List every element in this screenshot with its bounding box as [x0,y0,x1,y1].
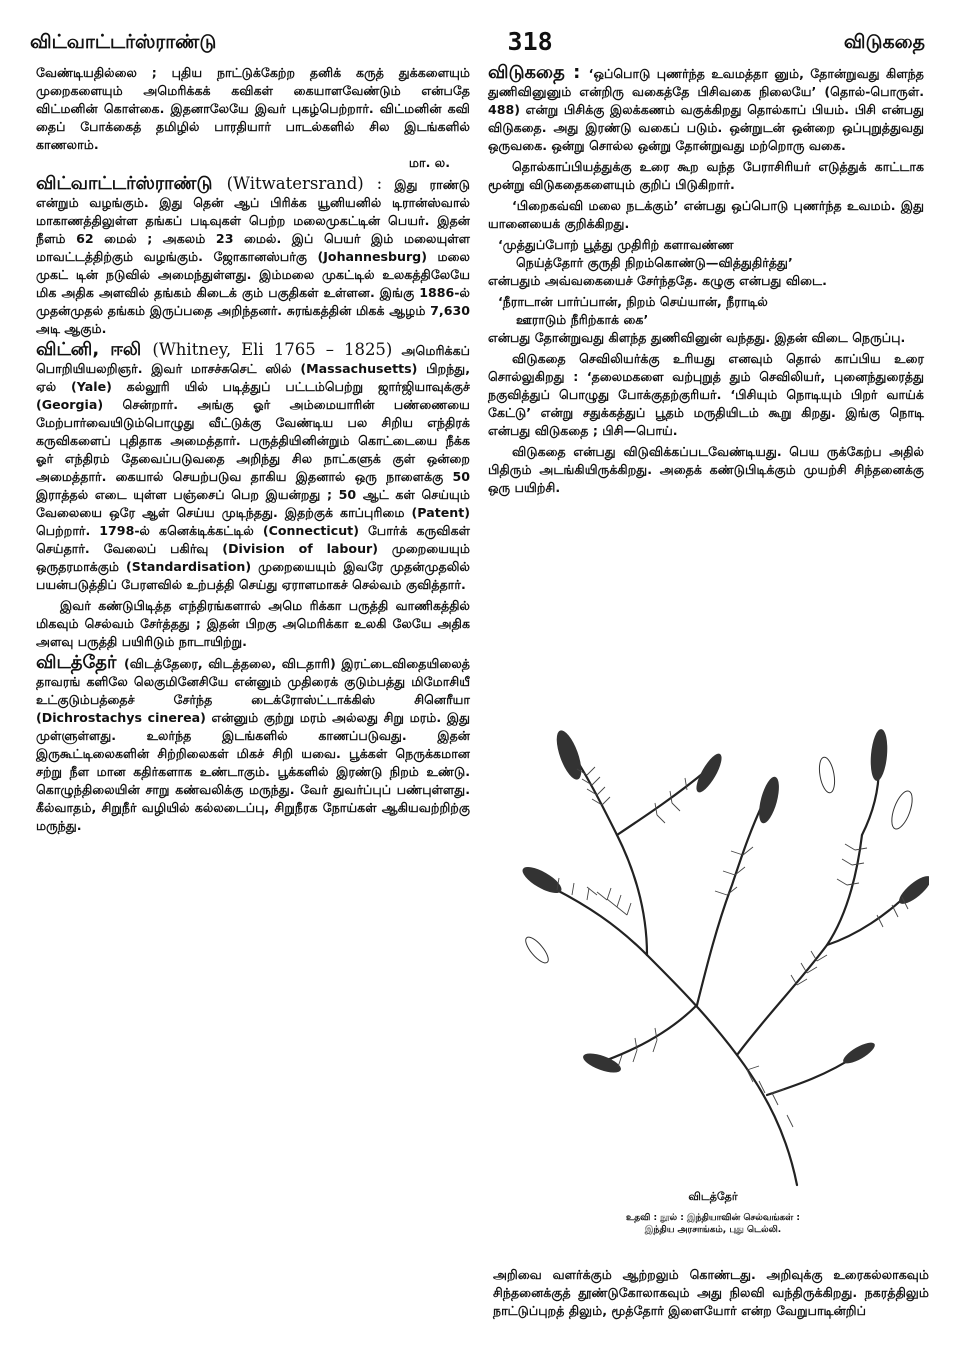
paragraph-text: அமெரிக்கப் பொறியியலறிஞர். இவர் மாசச்சுசெட் ஸில் (Massachusetts) பிறந்து, ஏல் (Yale) கல்லூரி யில் படித்துப் பட்டம்பெற்று ஜார்ஜியாவுக்குச் (Georgia) சென்றார். அங்கு ஓர் அம்மையாரின் பண்ணையை மேற்பார்வையிடும்பொழுது வீட்டுக்கு வேண்டிய பல சிறிய எந்திரக் கருவிகளைப் புதிதாக அமைத்தார். பருத்தியினின்றும் கொட்டையை நீக்க ஓர் எந்திரம் தேவைப்படுவதை அறிந்து சில நாட்களுக் குள் ஒன்றை அமைத்தார். கையால் செயற்படுவ தாகிய இதனால் ஒரு நாளைக்கு 50 இராத்தல் எடை யுள்ள பஞ்சைப் பெற இயன்றது ; 50 ஆட் கள் செய்யும் வேலையை ஒரே ஆள் செய்ய முடிந்தது. இதற்குக் காப்புரிமை (Patent) பெற்றார். 1798-ல் கனெக்டிக்கட்டில் (Connecticut) போர்க் கருவிகள் செய்தார். வேலைப் பகிர்வு (Division of labour) முறையையும் ஒருதரமாக்கும் (Standardisation) முறையையும் இவரே முதன்முதலில் பயன்படுத்திப் பேரளவில் உற்பத்தி செய்து ஏராளமாகச் செல்வம் குவித்தார். [36,343,471,592]
entry-title: விடத்தேர் [36,652,117,673]
entry-title-english: (Whitney, Eli 1765 – 1825) [152,340,393,359]
verse-quote [488,293,924,347]
entry-title: விட்னி, ஈலி [36,339,142,360]
entry-whitney [36,341,470,594]
paragraph-text: (விடத்தேரை, விடத்தலை, விடதாரி) இரட்டைவிதையிலைத் தாவரங் களிலே லெகுமினேசியே என்னும் முதிரைக் குடும்பத்து மிமோசியீ உட்குடும்பத்தைச் சேர்ந்த டைக்ரோஸ்ட்டாக்கிஸ் சினெரீயா (Dichrostachys cinerea) என்னும் குற்று மரம் அல்லது சிறு மரம். இது முள்ளுள்ளது. உலர்ந்த இடங்களில் காணப்படுவது. இதன் இருகூட்டிலைகளின் சிற்றிலைகள் மிகச் சிறி யவை. பூக்கள் நெருக்கமான சற்று நீள மான கதிர்களாக உண்டாகும். பூக்களில் இரண்டு நிறம் உண்டு. கொழுந்திலையின் சாறு கண்வலிக்கு மருந்து. வேர் துவர்ப்புப் பண்புள்ளது. கீல்வாதம், சிறுநீர் வழியில் கல்லடைப்பு, சிறுநீரக நோய்கள் ஆகியவற்றிற்கு மருந்து. [36,656,470,833]
entry-title: விட்வாட்டர்ஸ்ராண்டு [36,173,213,194]
paragraph-text: என்பதும் அவ்வகையைச் சேர்ந்ததே. கழுகு என்பது விடை. [488,273,827,288]
paragraph: ‘பிறைகவ்வி மலை நடக்கும்’ என்பது ஒப்பொடு புணர்ந்த உவமம். இது யானையைக் குறிக்கிறது. [488,198,924,231]
paragraph-text: இது ராண்டு என்றும் வழங்கும். இது தென் ஆப் பிரிக்க யூனியனில் டிரான்ஸ்வால் மாகாணத்திலுள்ள தங்கப் படிவுகள் பெற்ற மலைமுகட்டின் பெயர். இதன் நீளம் 62 மைல் ; அகலம் 23 மைல். இப் பெயர் இம் மலையுள்ள மாவட்டத்திற்கும் வழங்கும். ஜோகானஸ்பர்கு (Johannesburg) மலை முகட் டின் நடுவில் அமைந்துள்ளது. இம்மலை முகட்டில் உலகத்திலேயே மிக அதிக அளவில் தங்கம் கிடைக் கும் பகுதிகள் உள்ளன. இங்கு 1886-ல் முதன்முதல் தங்கம் இருப்பதை அறிந்தனர். சுரங்கத்தின் மிகக் ஆழம் 7,630 அடி ஆகும். [36,177,470,336]
running-head-left: விட்வாட்டர்ஸ்ராண்டு [30,31,217,53]
author-initials: மா. ல. [408,155,450,170]
entry-vidatther [36,654,470,835]
credit-line: இந்திய அரசாங்கம், புது டெல்லி. [644,1225,782,1235]
paragraph: அறிவை வளர்க்கும் ஆற்றலும் கொண்டது. அறிவுக்கு உரைகல்லாகவும் சிந்தனைக்குத் தூண்டுகோலாகவும் அது நிலவி வந்திருக்கிறது. நகரத்திலும் நாட்டுப்புறத் திலும், மூத்தோர் இளையோர் என்ற வேறுபாடின்றிப் [493,1267,929,1318]
right-column-continuation [493,1266,929,1323]
page-number: 318 [507,27,553,56]
verse-line: ‘முத்துப்போற் பூத்து முதிரிற் களாவண்ண [498,237,734,252]
figure-credit [497,1212,929,1236]
verse-quote [488,236,924,290]
verse-line: நெய்த்தோர் குருதி நிறம்கொண்டு—வித்துதிர்த்து’ [516,255,793,270]
paragraph [36,64,470,172]
verse-line: ஊராடும் நீரிற்காக் கை’ [516,312,649,327]
paragraph: இவர் கண்டுபிடித்த எந்திரங்களால் அமெ ரிக்கா பருத்தி வாணிகத்தில் மிகவும் செல்வம் சேர்த்தது ; இதன் பிறகு அமெரிக்கா உலகி லேயே அதிக அளவு பருத்தி பயிரிடும் நாடாயிற்று. [36,598,470,649]
figure-caption: விடத்தேர் [688,1190,738,1203]
credit-line: உதவி : நூல் : இந்தியாவின் செல்வங்கள் : [626,1213,800,1223]
paragraph: தொல்காப்பியத்துக்கு உரை கூற வந்த பேராசிரியர் எடுத்துக் காட்டாக மூன்று விடுகதைகளையும் குறிப் பிடுகிறார். [488,159,924,192]
paragraph-text: என்பது தோன்றுவது கிளந்த துணிவினுன் வந்தது. இதன் விடை நெருப்பு. [488,330,906,345]
paragraph: விடுகதை என்பது விடுவிக்கப்படவேண்டியது. பெய ருக்கேற்ப அதில் பிதிரும் அடங்கியிருக்கிறது. அதைக் கண்டுபிடிக்கும் முயற்சி சிந்தனைக்கு ஒரு பயிற்சி. [488,444,924,495]
running-head-right: விடுகதை [843,31,925,53]
page-header [30,22,925,56]
entry-witwatersrand [36,175,470,338]
dichrostachys-branch-drawing [497,715,929,1187]
plant-illustration [497,715,929,1187]
entry-title-english: (Witwatersrand) : [226,174,383,193]
left-column [36,64,470,838]
verse-line: ‘நீராடான் பார்ப்பான், நிறம் செய்யான், நீராடில் [498,294,768,309]
paragraph: விடுகதை செவிலியர்க்கு உரியது எனவும் தொல் காப்பிய உரை சொல்லுகிறது : ‘தலைமகளை வற்புறுத் தும் செவிலியர், புனைந்துரைத்து நகுவித்துப் பொழுது போக்குதற்குரியர். ‘பிசியும் நொடியும் பிறர் வாய்க் கேட்டு’ என்று சதுக்கத்துப் பூதம் மருதியிடம் கூறு கிறது. இங்கு நொடி என்பது விடுகதை ; பிசி—பொய். [488,351,924,438]
right-column [488,64,924,500]
entry-title: விடுகதை : [488,62,581,83]
paragraph-text: ‘ஒப்பொடு புணர்ந்த உவமத்தா னும், தோன்றுவது கிளந்த துணிவினுனும் என்றிரு வகைத்தே பிசிவகை நிலையே’ (தொல்-பொருள். 488) என்று பிசிக்கு இலக்கணம் வகுக்கிறது தொல்காப் பியம். பிசி என்பது விடுகதை. அது இரண்டு வகைப் படும். ஒன்றுடன் ஒன்றை ஒப்புறுத்துவது ஒருவகை. ஒன்று சொல்ல ஒன்று தோன்றுவது மற்றொரு வகை. [488,66,925,153]
entry-vidukathai [488,64,924,155]
paragraph-text: வேண்டியதில்லை ; புதிய நாட்டுக்கேற்ற தனிக் கருத் துக்களையும் முறைகளையும் அமெரிக்கக் கவிகள் கையாளவேண்டும் என்பதே விட்மனின் கொள்கை. இதனாலேயே இவர் புகழ்பெற்றார். விட்மனின் கவி தைப் போக்கைத் தமிழில் பாரதியார் பாடல்களில் சில இடங்களில் காணலாம். [36,65,470,152]
